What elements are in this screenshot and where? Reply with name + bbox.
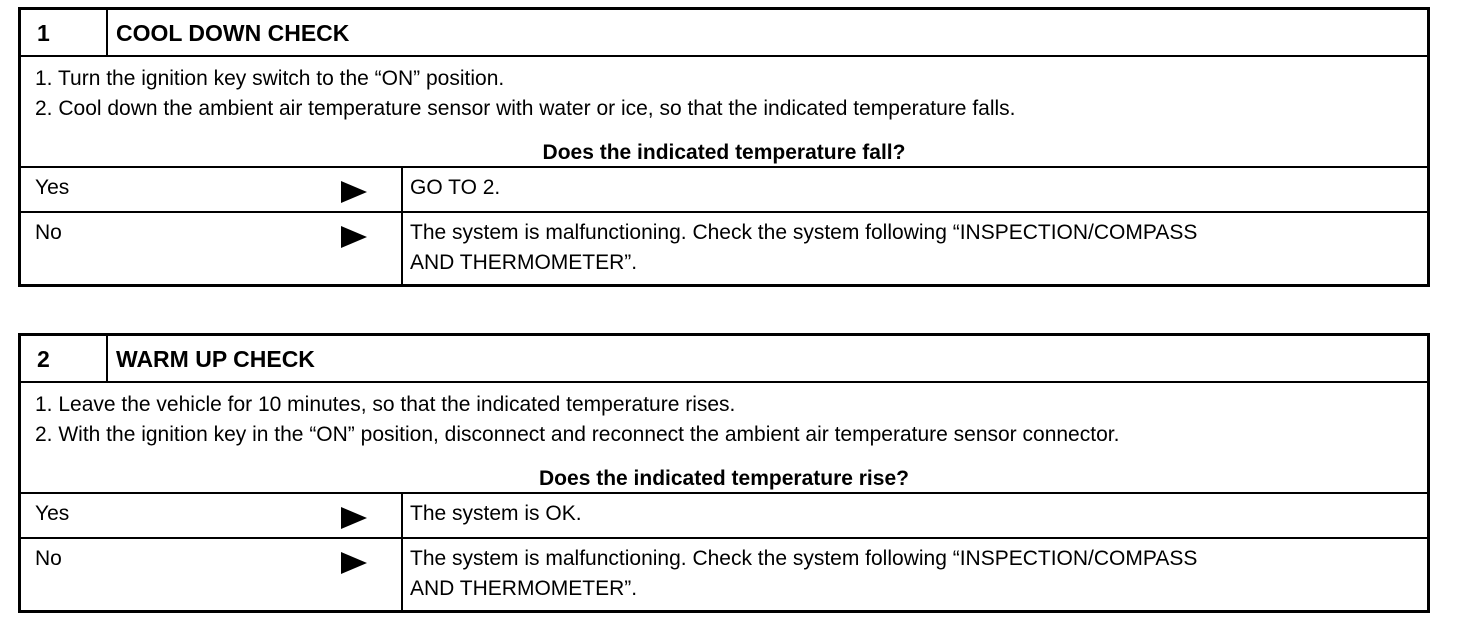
no-result-line: The system is malfunctioning. Check the system following “INSPECTION/COMPASS bbox=[410, 547, 1198, 570]
answer-cell bbox=[21, 213, 403, 284]
step-question: Does the indicated temperature fall? bbox=[542, 141, 906, 164]
instruction-line: 1. Turn the ignition key switch to the “ON” position. bbox=[35, 67, 505, 90]
no-result-line: The system is malfunctioning. Check the system following “INSPECTION/COMPASS bbox=[410, 221, 1198, 244]
right-triangle-arrow-icon bbox=[341, 226, 367, 248]
step-question: Does the indicated temperature rise? bbox=[539, 467, 909, 490]
no-label: No bbox=[35, 221, 62, 244]
step-instructions bbox=[21, 57, 1427, 168]
instruction-line: 2. With the ignition key in the “ON” position, disconnect and reconnect the ambient air temperature sensor connector. bbox=[35, 423, 1120, 446]
right-triangle-arrow-icon bbox=[341, 552, 367, 574]
step-header bbox=[21, 336, 1427, 383]
no-result-line: AND THERMOMETER”. bbox=[410, 251, 638, 274]
no-result-line: AND THERMOMETER”. bbox=[410, 577, 638, 600]
yes-label: Yes bbox=[35, 176, 70, 199]
yes-row bbox=[21, 494, 1427, 539]
yes-result: The system is OK. bbox=[410, 502, 582, 525]
answer-cell bbox=[21, 168, 403, 211]
yes-result: GO TO 2. bbox=[410, 176, 501, 199]
no-result bbox=[403, 535, 1427, 610]
step-1-table bbox=[18, 7, 1430, 287]
step-header bbox=[21, 10, 1427, 57]
instruction-line: 1. Leave the vehicle for 10 minutes, so that the indicated temperature rises. bbox=[35, 393, 736, 416]
no-row bbox=[21, 213, 1427, 284]
answer-cell bbox=[21, 539, 403, 610]
instruction-line: 2. Cool down the ambient air temperature sensor with water or ice, so that the indicated temperature falls. bbox=[35, 97, 1016, 120]
step-title: WARM UP CHECK bbox=[116, 346, 315, 372]
yes-row bbox=[21, 168, 1427, 213]
yes-label: Yes bbox=[35, 502, 70, 525]
answer-cell bbox=[21, 494, 403, 537]
right-triangle-arrow-icon bbox=[341, 181, 367, 203]
step-number: 1 bbox=[21, 10, 108, 55]
step-2-table bbox=[18, 333, 1430, 613]
step-instructions bbox=[21, 383, 1427, 494]
no-row bbox=[21, 539, 1427, 610]
no-label: No bbox=[35, 547, 62, 570]
step-title: COOL DOWN CHECK bbox=[116, 20, 350, 46]
no-result bbox=[403, 209, 1427, 284]
step-number: 2 bbox=[21, 336, 108, 381]
right-triangle-arrow-icon bbox=[341, 507, 367, 529]
